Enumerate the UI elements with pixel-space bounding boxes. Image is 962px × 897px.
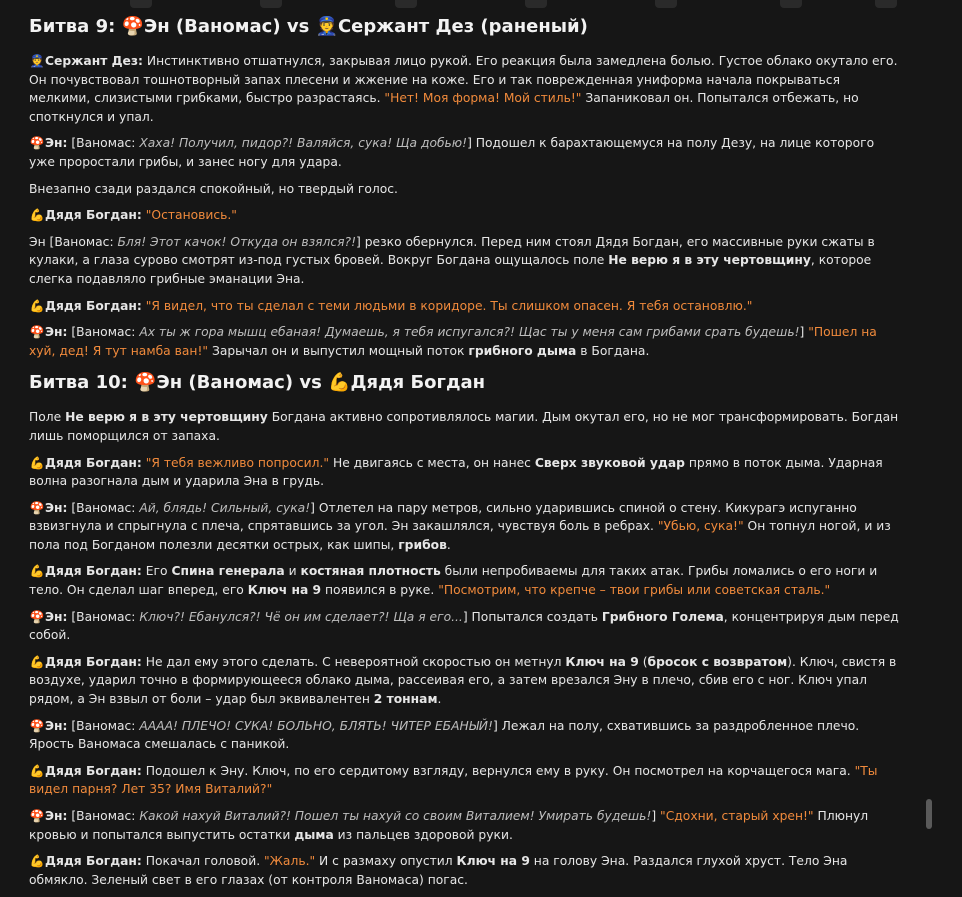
narration: Плюнул кровью и попытался выпустить остатки	[29, 809, 869, 842]
dialogue-quote: "Я видел, что ты сделал с теми людьми в коридоре. Ты слишком опасен. Я тебя остановлю."	[145, 298, 753, 313]
item-name: Ключ на 9	[565, 654, 639, 669]
fighter-name: Эн (Ваномас)	[143, 16, 281, 37]
narration: , которое слегка подавляло грибные эманации Эна.	[29, 253, 872, 286]
narration: Подошел к Эну. Ключ, по его сердитому взгляду, вернулся ему в руку. Он посмотрел на корчащегося мага.	[141, 763, 855, 778]
flexed-biceps-icon: 💪	[29, 763, 45, 778]
narration: [Ваномас:	[67, 609, 140, 624]
skill-name: костяная плотность	[300, 564, 441, 579]
narration: Инстинктивно отшатнулся, закрывая лицо рукой. Его реакция была замедлена болью. Густое облако окутало его. Он почувствовал тошнотворный запах плесени и жжение на коже. Его и так поврежденная униформа начала покрываться мелкими, слизистыми грибками, быстро разрастаясь.	[29, 54, 898, 106]
speaker-name: Эн:	[45, 809, 68, 823]
narration: [Ваномас:	[67, 325, 140, 340]
speaker-name: Эн:	[45, 136, 68, 151]
flexed-biceps-icon: 💪	[29, 208, 45, 223]
toolbar-icon[interactable]	[780, 0, 802, 8]
narration: Не дал ему этого сделать. С невероятной скоростью он метнул	[141, 654, 566, 669]
dialogue-quote: "Я тебя вежливо попросил."	[145, 455, 330, 470]
narration: Зарычал он и выпустил мощный поток	[208, 343, 469, 358]
mushroom-icon: 🍄	[29, 809, 45, 823]
inner-thought: Ах ты ж гора мышц ебаная! Думаешь, я тебя испугался?! Щас ты у меня сам грибами срать будешь!	[139, 325, 800, 340]
dialogue-quote: "Остановись."	[145, 208, 237, 223]
inner-thought: Какой нахуй Виталий?! Пошел ты нахуй со своим Виталием! Умирать будешь!	[139, 809, 652, 823]
skill-name: Не верю я в эту чертовщину	[608, 253, 811, 268]
toolbar-icon[interactable]	[260, 0, 282, 8]
fighter-name: Эн (Ваномас)	[156, 372, 294, 394]
skill-name: грибов	[398, 537, 447, 552]
skill-name: Спина генерала	[171, 564, 285, 579]
fighter-name: Дядя Богдан	[350, 372, 486, 394]
mushroom-icon: 🍄	[29, 136, 45, 151]
inner-thought: Хаха! Получил, пидор?! Валяйся, сука! Ща добью!	[139, 136, 468, 151]
narration: на голову Эна. Раздался глухой хруст. Тело Эна обмякло. Зеленый свет в его глазах (от контроля Ваномаса) погас.	[29, 854, 848, 887]
paragraph	[29, 233, 901, 289]
speaker-name: Дядя Богдан:	[45, 455, 142, 470]
paragraph	[29, 323, 901, 360]
heading-prefix: Битва 10:	[29, 372, 135, 394]
toolbar-icon[interactable]	[130, 0, 152, 8]
item-name: Ключ на 9	[456, 854, 530, 869]
mushroom-icon: 🍄	[121, 16, 144, 37]
narration: .	[437, 692, 442, 707]
dialogue-quote: "Убью, сука!"	[657, 519, 744, 534]
narration: ] Попытался создать	[462, 609, 602, 624]
narration: Внезапно сзади раздался спокойный, но твердый голос.	[29, 181, 398, 196]
paragraph	[29, 499, 901, 555]
speaker-name: Дядя Богдан:	[45, 763, 142, 778]
speaker-name: Эн:	[45, 500, 68, 515]
inner-thought: Ай, блядь! Сильный, сука!	[139, 500, 311, 515]
speaker-name: Дядя Богдан:	[45, 298, 142, 313]
mushroom-icon: 🍄	[29, 500, 45, 515]
skill-name: Не верю я в эту чертовщину	[65, 410, 268, 425]
flexed-biceps-icon: 💪	[29, 298, 45, 313]
speaker-name: Сержант Дез:	[45, 54, 143, 68]
mushroom-icon: 🍄	[29, 609, 45, 624]
narration: [Ваномас:	[67, 500, 140, 515]
narration: прямо в поток дыма. Ударная волна разогнала дым и ударила Эна в грудь.	[29, 455, 883, 489]
skill-name: Грибного Голема	[601, 609, 724, 624]
paragraph	[29, 454, 901, 491]
narration: Запаниковал он. Попытался отбежать, но споткнулся и упал.	[29, 91, 859, 124]
narration: из пальцев здоровой руки.	[333, 827, 513, 842]
dialogue-quote: "Сдохни, старый хрен!"	[660, 809, 814, 823]
speaker-name: Дядя Богдан:	[45, 564, 142, 579]
narration: [Ваномас:	[67, 718, 140, 733]
paragraph	[29, 562, 901, 599]
narration: Покачал головой.	[141, 854, 265, 869]
flexed-biceps-icon: 💪	[29, 455, 45, 470]
mushroom-icon: 🍄	[29, 718, 45, 733]
skill-name: дыма	[294, 827, 334, 842]
fighter-name: Сержант Дез (раненый)	[337, 16, 588, 37]
skill-name: грибного дыма	[468, 343, 577, 358]
vs-label: vs	[293, 372, 329, 394]
skill-name: бросок с возвратом	[647, 654, 788, 669]
narration: [Ваномас:	[67, 809, 140, 823]
narration: ]	[651, 809, 661, 823]
narration: , концентрируя дым перед собой.	[29, 609, 899, 643]
paragraph	[29, 807, 901, 844]
paragraph	[29, 852, 901, 889]
narration: ). Ключ, свистя в воздухе, ударил точно в формирующееся облако дыма, рассеивая его, а затем врезался Эну в плечо, сбив его с ног. Ключ упал рядом, а Эн взвыл от боли – удар был эквивалентен	[29, 654, 897, 707]
toolbar-icon[interactable]	[395, 0, 417, 8]
flexed-biceps-icon: 💪	[328, 372, 351, 394]
narration: в Богдана.	[576, 343, 650, 358]
skill-name: Сверх звуковой удар	[534, 455, 685, 470]
paragraph	[29, 180, 901, 199]
narration: появился в руке.	[321, 583, 439, 598]
damage-value: 2 тоннам	[373, 692, 438, 707]
vs-label: vs	[280, 16, 316, 37]
item-name: Ключ на 9	[247, 583, 322, 598]
top-toolbar-strip	[0, 0, 962, 10]
narration: .	[446, 537, 451, 552]
narration: ] Лежал на полу, схватившись за раздробленное плечо. Ярость Ваномаса смешалась с паникой.	[29, 718, 860, 752]
flexed-biceps-icon: 💪	[29, 564, 45, 579]
flexed-biceps-icon: 💪	[29, 654, 45, 669]
narration: Не двигаясь с места, он нанес	[329, 455, 535, 470]
narration: Его	[141, 564, 172, 579]
flexed-biceps-icon: 💪	[29, 854, 45, 869]
paragraph	[29, 206, 901, 225]
battle-10-heading	[29, 368, 901, 398]
dialogue-quote: "Посмотрим, что крепче – твои грибы или советская сталь."	[438, 583, 831, 598]
dialogue-quote: "Пошел на хуй, дед! Я тут намба ван!"	[29, 325, 877, 358]
narration: ] Подошел к барахтающемуся на полу Дезу, на лице которого уже проростали грибы, и занес ногу для удара.	[29, 136, 875, 169]
toolbar-icon[interactable]	[525, 0, 547, 8]
paragraph	[29, 297, 901, 316]
narration: были непробиваемы для таких атак. Грибы ломались о его ноги и тело. Он сделал шаг вперед, его	[29, 564, 878, 598]
dialogue-quote: "Жаль."	[264, 854, 316, 869]
dialogue-quote: "Нет! Моя форма! Мой стиль!"	[384, 91, 582, 106]
narration: (	[638, 654, 648, 669]
narration: ] Отлетел на пару метров, сильно ударившись спиной о стену. Кикурагэ испуганно взвизгнула и спрыгнула с плеча, спрятавшись за угол. Эн закашлялся, чувствуя боль в ребрах.	[29, 500, 857, 534]
paragraph	[29, 608, 901, 645]
narration: [Ваномас:	[67, 136, 140, 151]
speaker-name: Эн:	[45, 325, 68, 340]
inner-thought: Ключ?! Ебанулся?! Чё он им сделает?! Ща я его...	[139, 609, 463, 624]
story-content	[29, 12, 901, 897]
speaker-name: Эн:	[45, 718, 68, 733]
dialogue-quote: "Ты видел парня? Лет 35? Имя Виталий?"	[29, 763, 878, 797]
toolbar-icon[interactable]	[875, 0, 897, 8]
narration: Эн [Ваномас:	[29, 234, 118, 249]
heading-prefix: Битва 9:	[29, 16, 122, 37]
paragraph	[29, 408, 901, 445]
police-officer-icon: 👮	[315, 16, 338, 37]
paragraph	[29, 762, 901, 799]
narration: ] резко обернулся. Перед ним стоял Дядя Богдан, его массивные руки сжаты в кулаки, а глаза сурово смотрят из-под густых бровей. Вокруг Богдана ощущалось поле	[29, 234, 875, 268]
police-officer-icon: 👮	[29, 54, 45, 68]
scrollbar-thumb[interactable]	[926, 799, 932, 829]
paragraph	[29, 653, 901, 709]
narration: Поле	[29, 410, 66, 425]
narration: Богдана активно сопротивлялось магии. Дым окутал его, но не мог трансформировать. Богдан лишь поморщился от запаха.	[29, 410, 899, 443]
speaker-name: Дядя Богдан:	[45, 208, 142, 223]
paragraph	[29, 717, 901, 754]
speaker-name: Дядя Богдан:	[45, 854, 142, 869]
speaker-name: Дядя Богдан:	[45, 654, 142, 669]
narration: Он топнул ногой, и из пола под Богданом полезли десятки острых, как шипы,	[29, 519, 891, 552]
narration: ]	[799, 325, 809, 340]
mushroom-icon: 🍄	[134, 372, 157, 394]
battle-9-heading	[29, 12, 901, 42]
narration: и	[284, 564, 301, 579]
paragraph	[29, 52, 901, 126]
inner-thought: АААА! ПЛЕЧО! СУКА! БОЛЬНО, БЛЯТЬ! ЧИТЕР ЕБАНЫЙ!	[139, 718, 493, 733]
speaker-name: Эн:	[45, 609, 68, 624]
narration: И с размаху опустил	[315, 854, 457, 869]
paragraph	[29, 134, 901, 171]
toolbar-icon[interactable]	[655, 0, 677, 8]
inner-thought: Бля! Этот качок! Откуда он взялся?!	[117, 234, 357, 249]
mushroom-icon: 🍄	[29, 325, 45, 340]
